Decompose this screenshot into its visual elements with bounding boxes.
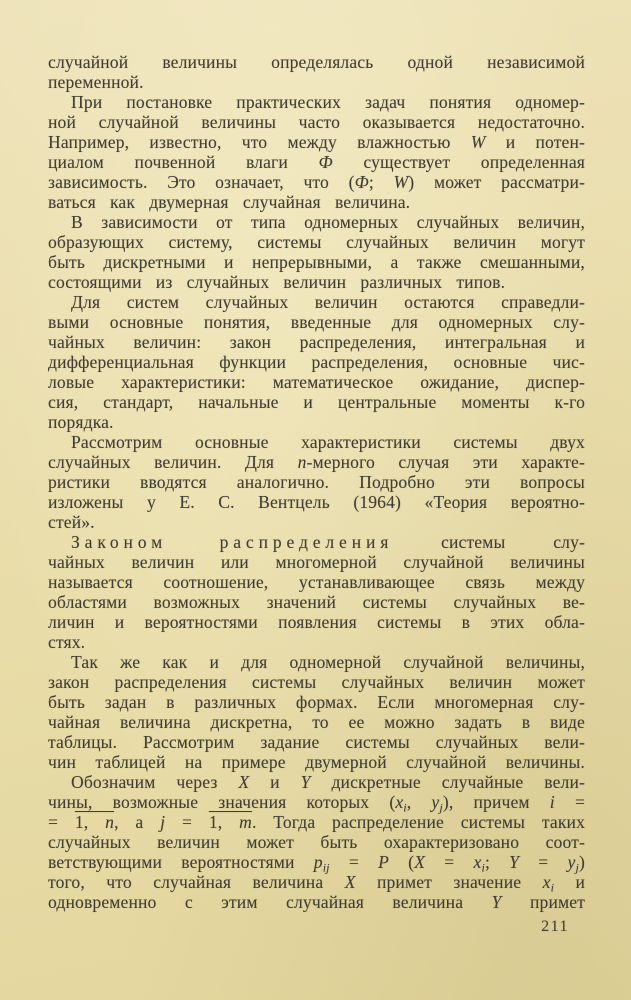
text-run: чин таблицей на примере двумерной случайной величины.: [48, 752, 585, 772]
text-run: и: [249, 772, 301, 792]
text-line: [48, 772, 585, 792]
text-run: Для систем случайных величин остаются справедли-: [71, 292, 585, 312]
text-run: P: [378, 852, 389, 872]
text-run: порядка.: [48, 412, 114, 432]
text-run: примет: [501, 892, 585, 912]
text-run: Ф: [354, 172, 369, 192]
text-run: x: [542, 872, 551, 892]
text-run: Например, известно, что между влажностью: [48, 132, 471, 152]
text-line: [48, 692, 585, 712]
text-run: зависимость. Это означает, что (: [48, 172, 355, 192]
text-line: [48, 232, 585, 252]
text-run: X: [238, 772, 250, 792]
text-run: =: [425, 852, 474, 872]
text-run: Так же как и для одномерной случайной величины,: [71, 652, 585, 672]
text-run: областями возможных значений системы случайных ве-: [48, 592, 585, 612]
text-run: случайной величины определялась одной независимой: [48, 52, 585, 72]
text-run: p: [313, 852, 323, 872]
text-run: чайных величин: закон распределения, интегральная и: [48, 332, 585, 352]
text-run: образующих систему, системы случайных величин могут: [48, 232, 585, 252]
page-text: [48, 52, 585, 912]
text-run: =: [329, 852, 379, 872]
text-run: ваться как двумерная случайная величина.: [48, 192, 411, 212]
text-run: существует определенная: [332, 152, 585, 172]
text-line: [48, 652, 585, 672]
text-run: ристики вводятся аналогично. Подробно эти вопросы: [48, 472, 585, 492]
text-line: [48, 572, 585, 592]
text-line: [48, 532, 585, 552]
text-run: чины, возможные значения которых (: [48, 792, 396, 812]
text-run: В зависимости от типа одномерных случайных величин,: [71, 212, 585, 232]
text-line: [48, 372, 585, 392]
text-run: i: [549, 792, 555, 812]
text-run: быть дискретными и непрерывными, а также смешанными,: [48, 252, 585, 272]
paragraph: [48, 432, 585, 532]
text-line: [48, 52, 585, 72]
text-run: изложены у Е. С. Вентцель (1964) «Теория вероятно-: [48, 492, 585, 512]
paragraph: [48, 292, 585, 432]
text-run: называется соотношение, устанавливающее связь между: [48, 572, 585, 592]
text-line: [48, 452, 585, 472]
text-run: X: [344, 872, 356, 892]
text-line: [48, 412, 585, 432]
text-run: ,: [406, 792, 432, 812]
text-line: [48, 152, 585, 172]
text-run: ), причем: [442, 792, 550, 812]
text-run: j: [575, 860, 579, 875]
text-run: ной случайной величины часто оказывается недостаточно.: [48, 112, 585, 132]
text-line: [48, 472, 585, 492]
text-run: ветствующими вероятностями: [48, 852, 314, 872]
text-run: ;: [484, 852, 510, 872]
text-run: дискретные случайные вели-: [310, 772, 586, 792]
text-run: того, что случайная величина: [48, 872, 345, 892]
text-run: W: [393, 172, 409, 192]
text-run: таблицы. Рассмотрим задание системы случайных вели-: [48, 732, 585, 752]
text-line: [48, 292, 585, 312]
text-line: [48, 872, 585, 895]
text-line: [48, 132, 585, 152]
text-run: быть задан в различных формах. Если многомерная слу-: [48, 692, 585, 712]
text-run: стях.: [48, 632, 86, 652]
text-run: -мерного случая эти характе-: [306, 452, 585, 472]
text-run: Ф: [318, 152, 333, 172]
paragraph: [48, 52, 585, 92]
text-run: случайных величин. Для: [48, 452, 298, 472]
text-run: $\overline{m}$: [239, 812, 252, 832]
paragraph: [48, 652, 585, 772]
text-run: i: [481, 860, 485, 875]
text-line: [48, 92, 585, 112]
text-line: [48, 72, 585, 92]
text-run: ;: [368, 172, 394, 192]
text-run: =: [554, 792, 585, 812]
text-line: [48, 672, 585, 692]
text-run: Рассмотрим основные характеристики системы двух: [71, 432, 585, 452]
text-run: сия, стандарт, начальные и центральные моменты к-го: [48, 392, 585, 412]
text-run: W: [470, 132, 486, 152]
text-line: [48, 212, 585, 232]
text-run: =: [48, 812, 75, 832]
text-run: системы слу-: [393, 532, 586, 552]
text-line: [48, 712, 585, 732]
text-run: Y: [491, 892, 502, 912]
text-line: [48, 832, 585, 852]
text-line: [48, 312, 585, 332]
text-line: [48, 612, 585, 632]
text-line: [48, 732, 585, 752]
text-run: i: [550, 880, 555, 895]
text-run: $\overline{n}$: [105, 812, 115, 832]
text-line: [48, 792, 585, 815]
text-line: [48, 172, 585, 192]
text-line: [48, 272, 585, 292]
text-run: 1,: [74, 812, 106, 832]
text-run: переменной.: [48, 72, 144, 92]
text-run: j: [160, 812, 166, 832]
text-run: стей».: [48, 512, 95, 532]
text-line: [48, 632, 585, 652]
text-run: x: [395, 792, 404, 812]
text-line: [48, 592, 585, 612]
text-run: ): [578, 852, 585, 872]
text-run: состоящими из случайных величин различных типов.: [48, 272, 506, 292]
text-run: ) может рассматри-: [408, 172, 585, 192]
text-run: дифференциальная функции распределения, основные чис-: [48, 352, 585, 372]
text-run: чайных величин или многомерной случайной величины: [48, 552, 585, 572]
text-run: , а: [114, 812, 161, 832]
text-run: и: [554, 872, 585, 892]
text-run: и потен-: [485, 132, 586, 152]
paragraph: [48, 92, 585, 212]
text-line: [48, 852, 585, 875]
text-line: [48, 352, 585, 372]
text-run: циалом почвенной влаги: [48, 152, 319, 172]
text-run: случайных величин может быть охарактеризовано соот-: [48, 832, 585, 852]
text-line: [48, 492, 585, 512]
text-line: [48, 192, 585, 212]
text-run: (: [388, 852, 415, 872]
paragraph: [48, 772, 585, 912]
text-run: j: [439, 800, 443, 815]
text-line: [48, 552, 585, 572]
text-run: закон распределения системы случайных величин может: [48, 672, 585, 692]
page-number: 211: [541, 918, 569, 935]
text-run: Y: [300, 772, 311, 792]
text-line: [48, 432, 585, 452]
text-run: Y: [509, 852, 520, 872]
text-run: чайная величина дискретна, то ее можно задать в виде: [48, 712, 585, 732]
text-line: [48, 512, 585, 532]
text-run: =: [519, 852, 568, 872]
text-line: [48, 892, 585, 912]
text-run: 1,: [208, 812, 240, 832]
text-run: Законом распределения: [71, 532, 394, 552]
text-run: одновременно с этим случайная величина: [48, 892, 492, 912]
text-run: X: [414, 852, 426, 872]
paragraph: [48, 532, 585, 652]
text-line: [48, 332, 585, 352]
text-run: примет значение: [355, 872, 543, 892]
text-line: [48, 252, 585, 272]
text-run: =: [165, 812, 209, 832]
text-run: n: [297, 452, 307, 472]
text-run: Обозначим через: [71, 772, 239, 792]
paragraph: [48, 212, 585, 292]
text-run: x: [473, 852, 482, 872]
text-line: [48, 112, 585, 132]
text-run: При постановке практических задач понятия одномер-: [71, 92, 585, 112]
text-run: ij: [322, 860, 330, 875]
text-run: выми основные понятия, введенные для одномерных слу-: [48, 312, 585, 332]
text-run: i: [403, 800, 407, 815]
text-run: y: [567, 852, 576, 872]
text-line: [48, 392, 585, 412]
text-run: личин и вероятностями появления системы в этих обла-: [48, 612, 585, 632]
text-run: ловые характеристики: математическое ожидание, диспер-: [48, 372, 585, 392]
text-line: [48, 752, 585, 772]
text-run: y: [431, 792, 440, 812]
text-run: . Тогда распределение системы таких: [251, 812, 586, 832]
text-line: [48, 812, 585, 832]
